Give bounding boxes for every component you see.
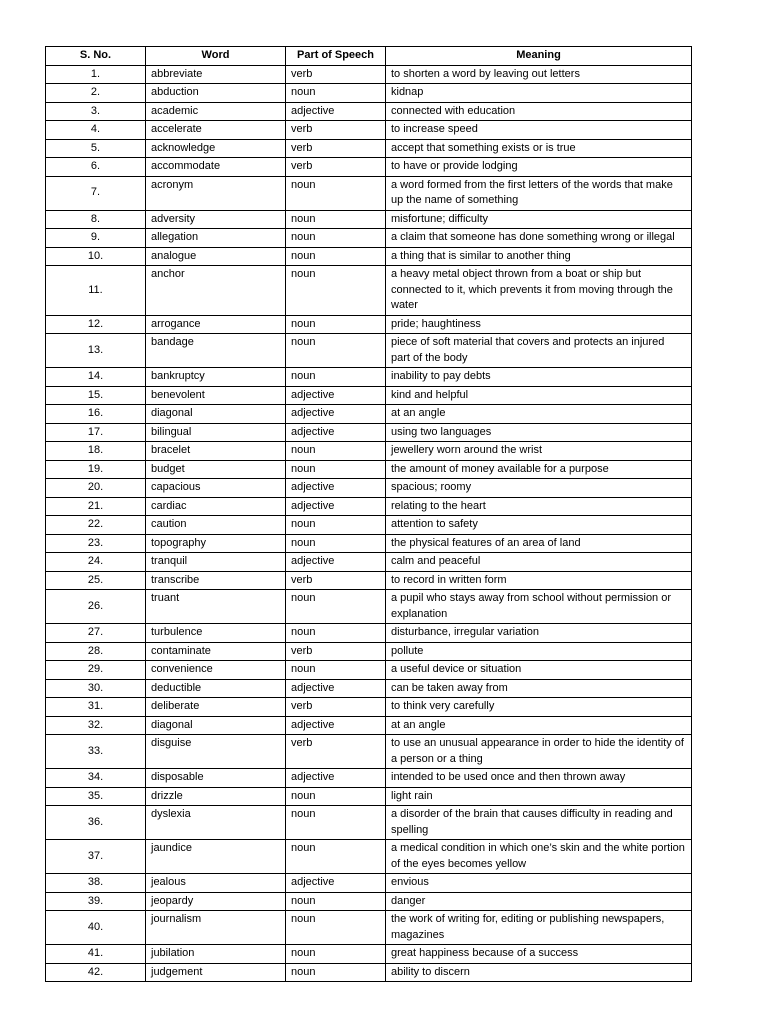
row-meaning: pollute bbox=[386, 642, 692, 661]
row-number: 16. bbox=[46, 405, 146, 424]
row-number: 21. bbox=[46, 497, 146, 516]
row-meaning: inability to pay debts bbox=[386, 368, 692, 387]
row-meaning: a pupil who stays away from school without permission or explanation bbox=[386, 590, 692, 624]
row-meaning: a useful device or situation bbox=[386, 661, 692, 680]
row-number: 40. bbox=[46, 911, 146, 945]
row-number: 22. bbox=[46, 516, 146, 535]
row-number: 27. bbox=[46, 624, 146, 643]
row-meaning: a medical condition in which one’s skin and the white portion of the eyes becomes yellow bbox=[386, 840, 692, 874]
row-meaning: pride; haughtiness bbox=[386, 315, 692, 334]
row-number: 4. bbox=[46, 121, 146, 140]
row-part-of-speech: noun bbox=[286, 84, 386, 103]
row-meaning: intended to be used once and then thrown away bbox=[386, 769, 692, 788]
row-word: arrogance bbox=[146, 315, 286, 334]
table-row bbox=[46, 679, 692, 698]
row-word: anchor bbox=[146, 266, 286, 316]
table-row bbox=[46, 158, 692, 177]
row-meaning: kind and helpful bbox=[386, 386, 692, 405]
row-meaning: jewellery worn around the wrist bbox=[386, 442, 692, 461]
row-word: jeopardy bbox=[146, 892, 286, 911]
row-word: bankruptcy bbox=[146, 368, 286, 387]
row-word: acknowledge bbox=[146, 139, 286, 158]
row-word: bilingual bbox=[146, 423, 286, 442]
table-row bbox=[46, 624, 692, 643]
row-meaning: misfortune; difficulty bbox=[386, 210, 692, 229]
row-number: 6. bbox=[46, 158, 146, 177]
row-word: analogue bbox=[146, 247, 286, 266]
row-part-of-speech: noun bbox=[286, 460, 386, 479]
row-word: diagonal bbox=[146, 405, 286, 424]
row-word: transcribe bbox=[146, 571, 286, 590]
row-word: disposable bbox=[146, 769, 286, 788]
row-part-of-speech: noun bbox=[286, 442, 386, 461]
row-meaning: light rain bbox=[386, 787, 692, 806]
row-meaning: disturbance, irregular variation bbox=[386, 624, 692, 643]
row-number: 13. bbox=[46, 334, 146, 368]
header-row bbox=[46, 47, 692, 66]
row-number: 39. bbox=[46, 892, 146, 911]
row-word: journalism bbox=[146, 911, 286, 945]
row-number: 12. bbox=[46, 315, 146, 334]
row-word: deductible bbox=[146, 679, 286, 698]
row-word: deliberate bbox=[146, 698, 286, 717]
table-row bbox=[46, 139, 692, 158]
row-number: 34. bbox=[46, 769, 146, 788]
row-word: accelerate bbox=[146, 121, 286, 140]
row-word: adversity bbox=[146, 210, 286, 229]
row-part-of-speech: noun bbox=[286, 247, 386, 266]
row-part-of-speech: adjective bbox=[286, 874, 386, 893]
row-number: 3. bbox=[46, 102, 146, 121]
row-number: 2. bbox=[46, 84, 146, 103]
row-number: 19. bbox=[46, 460, 146, 479]
row-word: judgement bbox=[146, 963, 286, 982]
row-part-of-speech: verb bbox=[286, 735, 386, 769]
table-row bbox=[46, 423, 692, 442]
row-meaning: envious bbox=[386, 874, 692, 893]
row-number: 15. bbox=[46, 386, 146, 405]
row-word: bandage bbox=[146, 334, 286, 368]
row-part-of-speech: adjective bbox=[286, 553, 386, 572]
table-row bbox=[46, 553, 692, 572]
table-row bbox=[46, 911, 692, 945]
row-meaning: accept that something exists or is true bbox=[386, 139, 692, 158]
row-meaning: connected with education bbox=[386, 102, 692, 121]
row-word: abbreviate bbox=[146, 65, 286, 84]
row-word: convenience bbox=[146, 661, 286, 680]
row-meaning: great happiness because of a success bbox=[386, 945, 692, 964]
row-word: caution bbox=[146, 516, 286, 535]
row-meaning: at an angle bbox=[386, 716, 692, 735]
row-word: jealous bbox=[146, 874, 286, 893]
row-word: jaundice bbox=[146, 840, 286, 874]
row-part-of-speech: verb bbox=[286, 698, 386, 717]
row-meaning: can be taken away from bbox=[386, 679, 692, 698]
row-part-of-speech: noun bbox=[286, 368, 386, 387]
row-meaning: a thing that is similar to another thing bbox=[386, 247, 692, 266]
row-word: cardiac bbox=[146, 497, 286, 516]
row-number: 42. bbox=[46, 963, 146, 982]
row-part-of-speech: adjective bbox=[286, 679, 386, 698]
row-part-of-speech: adjective bbox=[286, 405, 386, 424]
row-meaning: to shorten a word by leaving out letters bbox=[386, 65, 692, 84]
row-number: 32. bbox=[46, 716, 146, 735]
row-part-of-speech: noun bbox=[286, 334, 386, 368]
row-part-of-speech: adjective bbox=[286, 479, 386, 498]
row-meaning: using two languages bbox=[386, 423, 692, 442]
table-row bbox=[46, 874, 692, 893]
row-word: acronym bbox=[146, 176, 286, 210]
row-part-of-speech: noun bbox=[286, 534, 386, 553]
row-meaning: spacious; roomy bbox=[386, 479, 692, 498]
row-word: turbulence bbox=[146, 624, 286, 643]
table-row bbox=[46, 840, 692, 874]
table-row bbox=[46, 892, 692, 911]
row-meaning: to record in written form bbox=[386, 571, 692, 590]
row-word: bracelet bbox=[146, 442, 286, 461]
row-part-of-speech: noun bbox=[286, 624, 386, 643]
row-part-of-speech: noun bbox=[286, 229, 386, 248]
row-number: 25. bbox=[46, 571, 146, 590]
row-word: capacious bbox=[146, 479, 286, 498]
row-part-of-speech: noun bbox=[286, 266, 386, 316]
row-meaning: relating to the heart bbox=[386, 497, 692, 516]
table-row bbox=[46, 102, 692, 121]
row-part-of-speech: noun bbox=[286, 787, 386, 806]
table-row bbox=[46, 534, 692, 553]
row-number: 41. bbox=[46, 945, 146, 964]
row-part-of-speech: verb bbox=[286, 65, 386, 84]
row-part-of-speech: adjective bbox=[286, 716, 386, 735]
row-meaning: the physical features of an area of land bbox=[386, 534, 692, 553]
row-word: abduction bbox=[146, 84, 286, 103]
row-part-of-speech: noun bbox=[286, 176, 386, 210]
table-row bbox=[46, 571, 692, 590]
row-number: 28. bbox=[46, 642, 146, 661]
row-number: 1. bbox=[46, 65, 146, 84]
row-meaning: to increase speed bbox=[386, 121, 692, 140]
row-meaning: ability to discern bbox=[386, 963, 692, 982]
table-row bbox=[46, 315, 692, 334]
table-row bbox=[46, 963, 692, 982]
row-number: 7. bbox=[46, 176, 146, 210]
row-part-of-speech: verb bbox=[286, 158, 386, 177]
table-row bbox=[46, 516, 692, 535]
row-number: 20. bbox=[46, 479, 146, 498]
row-part-of-speech: adjective bbox=[286, 386, 386, 405]
row-part-of-speech: noun bbox=[286, 516, 386, 535]
row-meaning: attention to safety bbox=[386, 516, 692, 535]
row-part-of-speech: noun bbox=[286, 892, 386, 911]
row-meaning: to think very carefully bbox=[386, 698, 692, 717]
row-meaning: to use an unusual appearance in order to hide the identity of a person or a thing bbox=[386, 735, 692, 769]
table-row bbox=[46, 642, 692, 661]
row-meaning: to have or provide lodging bbox=[386, 158, 692, 177]
row-number: 24. bbox=[46, 553, 146, 572]
row-part-of-speech: noun bbox=[286, 945, 386, 964]
table-header bbox=[46, 47, 692, 66]
row-number: 38. bbox=[46, 874, 146, 893]
row-part-of-speech: adjective bbox=[286, 769, 386, 788]
row-part-of-speech: verb bbox=[286, 121, 386, 140]
vocabulary-table bbox=[45, 46, 692, 982]
table-row bbox=[46, 787, 692, 806]
table-row bbox=[46, 497, 692, 516]
row-word: benevolent bbox=[146, 386, 286, 405]
row-part-of-speech: verb bbox=[286, 642, 386, 661]
table-row bbox=[46, 442, 692, 461]
row-part-of-speech: noun bbox=[286, 315, 386, 334]
row-part-of-speech: noun bbox=[286, 661, 386, 680]
header-meaning: Meaning bbox=[386, 47, 692, 66]
table-row bbox=[46, 460, 692, 479]
row-word: topography bbox=[146, 534, 286, 553]
row-part-of-speech: noun bbox=[286, 806, 386, 840]
row-part-of-speech: noun bbox=[286, 911, 386, 945]
row-meaning: a claim that someone has done something wrong or illegal bbox=[386, 229, 692, 248]
table-row bbox=[46, 247, 692, 266]
table-row bbox=[46, 229, 692, 248]
row-word: tranquil bbox=[146, 553, 286, 572]
row-number: 26. bbox=[46, 590, 146, 624]
row-part-of-speech: noun bbox=[286, 840, 386, 874]
header-word: Word bbox=[146, 47, 286, 66]
row-number: 37. bbox=[46, 840, 146, 874]
table-row bbox=[46, 479, 692, 498]
row-meaning: at an angle bbox=[386, 405, 692, 424]
table-row bbox=[46, 210, 692, 229]
table-row bbox=[46, 334, 692, 368]
row-part-of-speech: noun bbox=[286, 963, 386, 982]
row-word: allegation bbox=[146, 229, 286, 248]
row-word: diagonal bbox=[146, 716, 286, 735]
table-row bbox=[46, 266, 692, 316]
row-part-of-speech: adjective bbox=[286, 423, 386, 442]
row-number: 35. bbox=[46, 787, 146, 806]
row-meaning: piece of soft material that covers and protects an injured part of the body bbox=[386, 334, 692, 368]
table-row bbox=[46, 84, 692, 103]
row-number: 9. bbox=[46, 229, 146, 248]
row-meaning: a word formed from the first letters of the words that make up the name of something bbox=[386, 176, 692, 210]
table-body bbox=[46, 65, 692, 982]
row-number: 10. bbox=[46, 247, 146, 266]
row-meaning: kidnap bbox=[386, 84, 692, 103]
row-word: jubilation bbox=[146, 945, 286, 964]
row-part-of-speech: verb bbox=[286, 139, 386, 158]
row-part-of-speech: noun bbox=[286, 210, 386, 229]
table-row bbox=[46, 176, 692, 210]
row-word: dyslexia bbox=[146, 806, 286, 840]
row-number: 30. bbox=[46, 679, 146, 698]
header-part-of-speech: Part of Speech bbox=[286, 47, 386, 66]
row-meaning: the amount of money available for a purpose bbox=[386, 460, 692, 479]
table-row bbox=[46, 368, 692, 387]
row-word: contaminate bbox=[146, 642, 286, 661]
row-number: 23. bbox=[46, 534, 146, 553]
table-row bbox=[46, 661, 692, 680]
row-part-of-speech: noun bbox=[286, 590, 386, 624]
row-number: 18. bbox=[46, 442, 146, 461]
row-meaning: a disorder of the brain that causes difficulty in reading and spelling bbox=[386, 806, 692, 840]
row-part-of-speech: adjective bbox=[286, 497, 386, 516]
row-word: academic bbox=[146, 102, 286, 121]
table-row bbox=[46, 945, 692, 964]
table-row bbox=[46, 386, 692, 405]
row-number: 33. bbox=[46, 735, 146, 769]
row-word: truant bbox=[146, 590, 286, 624]
row-number: 29. bbox=[46, 661, 146, 680]
table-row bbox=[46, 590, 692, 624]
row-meaning: a heavy metal object thrown from a boat or ship but connected to it, which prevents it from moving through the water bbox=[386, 266, 692, 316]
table-row bbox=[46, 806, 692, 840]
table-row bbox=[46, 735, 692, 769]
table-row bbox=[46, 405, 692, 424]
row-number: 36. bbox=[46, 806, 146, 840]
row-meaning: the work of writing for, editing or publishing newspapers, magazines bbox=[386, 911, 692, 945]
table-row bbox=[46, 716, 692, 735]
row-word: drizzle bbox=[146, 787, 286, 806]
table-row bbox=[46, 769, 692, 788]
row-part-of-speech: adjective bbox=[286, 102, 386, 121]
row-number: 8. bbox=[46, 210, 146, 229]
row-part-of-speech: verb bbox=[286, 571, 386, 590]
row-number: 5. bbox=[46, 139, 146, 158]
header-sno: S. No. bbox=[46, 47, 146, 66]
row-number: 31. bbox=[46, 698, 146, 717]
row-number: 11. bbox=[46, 266, 146, 316]
table-row bbox=[46, 698, 692, 717]
row-number: 17. bbox=[46, 423, 146, 442]
table-row bbox=[46, 65, 692, 84]
row-word: budget bbox=[146, 460, 286, 479]
row-word: accommodate bbox=[146, 158, 286, 177]
row-number: 14. bbox=[46, 368, 146, 387]
row-meaning: calm and peaceful bbox=[386, 553, 692, 572]
row-meaning: danger bbox=[386, 892, 692, 911]
table-row bbox=[46, 121, 692, 140]
row-word: disguise bbox=[146, 735, 286, 769]
